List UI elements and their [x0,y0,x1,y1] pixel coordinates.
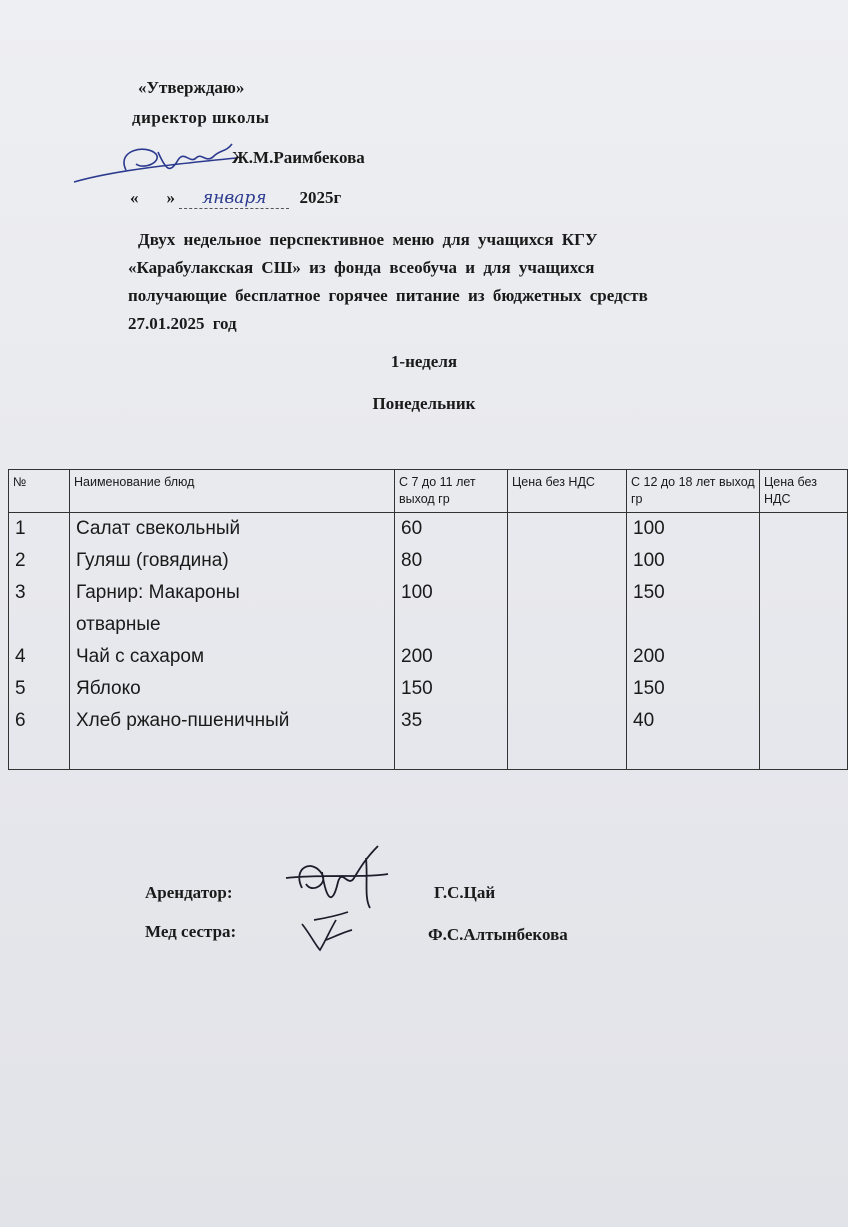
director-name: Ж.М.Раимбекова [232,148,365,167]
portion-value: 150 [401,678,433,699]
date-open-quote: « [130,188,139,207]
portion-value: 150 [633,582,665,603]
date-month-handwritten: января [179,188,289,209]
week-heading: 1-неделя [390,352,458,371]
menu-title-line: 27.01.2025 год [128,314,237,333]
approval-date [130,188,341,209]
date-close-quote: » [166,188,175,207]
dish-name: Гарнир: Макароны отварные [76,582,240,635]
portion-7-11-column [395,513,508,770]
header-number: № [9,470,70,513]
portion-value: 35 [401,710,423,731]
nurse-name: Ф.С.Алтынбекова [428,925,568,944]
menu-title-line: Двух недельное перспективное меню для учащихся КГУ [138,230,598,249]
menu-title-line: «Карабулакская СШ» из фонда всеобуча и для учащихся [128,258,595,277]
header-price-2: Цена без НДС [760,470,848,513]
table-header-row [9,470,848,513]
portion-value: 60 [401,518,423,539]
header-portion-7-11: С 7 до 11 лет выход гр [395,470,508,513]
portion-12-18-column [627,513,760,770]
row-number: 2 [15,550,26,571]
nurse-signature [296,910,356,954]
tenant-name: Г.С.Цай [434,883,496,902]
portion-value: 40 [633,710,655,731]
nurse-label: Мед сестра: [145,922,237,941]
header-price-1: Цена без НДС [508,470,627,513]
dish-name: Яблоко [76,678,141,699]
menu-table [8,469,848,770]
approval-position: директор школы [132,108,270,127]
row-number: 3 [15,582,26,603]
price-2-column [760,513,848,770]
table-row [9,513,848,770]
header-dish-name: Наименование блюд [70,470,395,513]
date-year: 2025г [299,188,342,207]
day-heading: Понедельник [372,394,476,413]
portion-value: 80 [401,550,423,571]
portion-value: 100 [401,582,433,603]
row-number: 6 [15,710,26,731]
portion-value: 200 [401,646,433,667]
number-column [9,513,70,770]
menu-title-line: получающие бесплатное горячее питание из бюджетных средств [128,286,648,305]
price-1-column [508,513,627,770]
portion-value: 150 [633,678,665,699]
portion-value: 100 [633,518,665,539]
row-number: 4 [15,646,26,667]
header-portion-12-18: С 12 до 18 лет выход гр [627,470,760,513]
dish-name: Чай с сахаром [76,646,205,667]
dish-name: Салат свекольный [76,518,241,539]
tenant-label: Арендатор: [145,883,233,902]
dish-name-column [70,513,395,770]
portion-value: 100 [633,550,665,571]
tenant-signature [282,838,392,918]
portion-value: 200 [633,646,665,667]
dish-name: Хлеб ржано-пшеничный [76,710,290,731]
row-number: 5 [15,678,26,699]
dish-name: Гуляш (говядина) [76,550,229,571]
row-number: 1 [15,518,26,539]
menu-title [128,226,778,338]
approval-heading: «Утверждаю» [138,78,245,97]
